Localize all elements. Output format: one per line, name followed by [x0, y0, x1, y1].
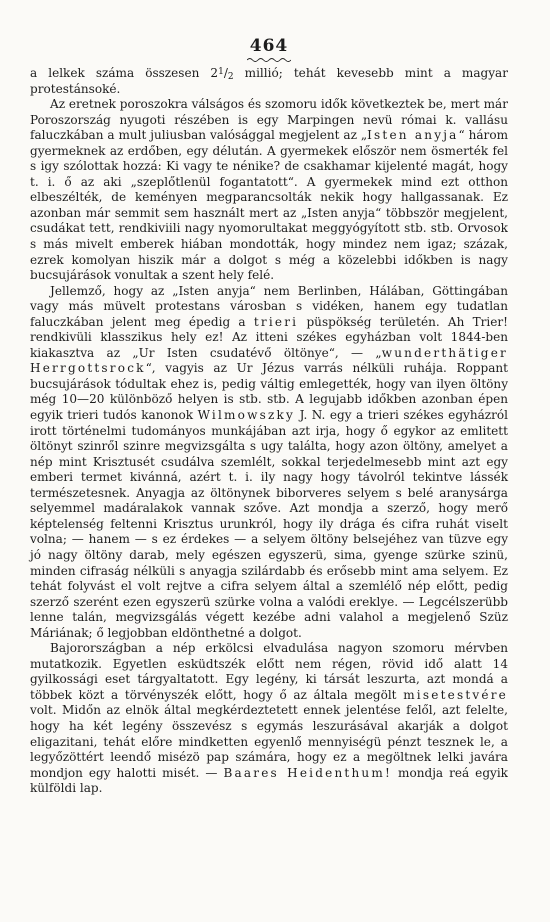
text-run: Jellemző, hogy az „Isten anyja“ nem Berlinben, Hálában, Göttingában vagy más müvelt protestans városban s vidéken, hanem egy tudatlan faluczkában jelent meg épedig a — [30, 283, 508, 329]
text-run: mondja reá egyik külföldi lap. — [30, 765, 508, 796]
paragraph — [30, 66, 508, 97]
text-run: / — [223, 66, 228, 80]
spaced-emphasis-text: trieri — [253, 314, 299, 329]
text-run: 1 — [218, 67, 224, 77]
paragraph — [30, 641, 508, 796]
paragraph — [30, 284, 508, 642]
decorative-wavy-rule — [247, 57, 291, 63]
text-run: J. N. egy a trieri székes egyházról irott történelmi tudományos munkájában azt irja, hogy ő egykor az emlitett öltönyt szinről szinre megvizsgálta s ugy találta, hogy azon öltöny, amelyet a nép mint Krisztusét csudálva szemlélt, sokkal terjedelmesebb mint azt egy emberi termet kivánná, azért t. i. ily nagy hogy távolról tekintve lássék természetesnek. Anyagja az öltönynek biborveres selyem s belé aranysárga selyemmel madáralakok vannak szőve. Azt mondja a szerző, hogy merő képtelenség feltenni Krisztus urunkról, hogy ily drága és cifra ruhát viselt volna; — hanem — s ez érdekes — a selyem öltöny belsejéhez van tüzve egy jó nagy öltöny darab, mely egészen egyszerü, sima, gyenge szürke szinü, minden cifraság nélküli s anyagja szilárdabb és erősebb mint ama selyem. Ez tehát folyvást el volt rejtve a cifra selyem által a szemlélő nép előtt, pedig szerző szerént ezen egyszerü szürke volna a valódi ereklye. — Legcélszerübb lenne talán, megvizsgálás végett kezébe adni valahol a megjelenő Szüz Máriának; ő legjobban eldönthetné a dolgot. — [30, 408, 508, 640]
spaced-emphasis-text: Wilmowszky — [197, 408, 296, 423]
text-run: Bajorországban a nép erkölcsi elvadulása nagyon szomoru mérvben mutatkozik. Egyetlen esküdtszék előtt nem régen, rövid idő alatt 14 gyilkossági eset tárgyaltatott. Egy legény, ki társát leszurta, azt mondá a többek közt a törvényszék előtt, hogy ő az általa megölt — [30, 641, 508, 702]
text-run: 2 — [227, 72, 234, 82]
paragraph — [30, 97, 508, 284]
page-body-text — [30, 66, 508, 797]
spaced-emphasis-text: Baares Heidenthum! — [223, 765, 393, 780]
text-run: millió; tehát kevesebb mint a magyar protestánsoké. — [30, 66, 508, 96]
text-run: “, vagyis az Ur Jézus varrás nélküli ruhája. Roppant bucsujárások tódultak ehez is, pedig váltig emlegették, hogy van ilyen öltöny még 10—20 különböző helyen is stb. stb. A legujabb időkben azonban épen egyik trieri tudós kanonok — [30, 361, 508, 423]
page-number: 464 — [249, 36, 289, 56]
spaced-emphasis-text: wunderthätiger Herrgottsrock — [30, 345, 508, 376]
text-run: Az eretnek poroszokra válságos és szomoru idők következtek be, mert már Poroszország nyugoti részében is egy Marpingen nevü római k. vallásu faluczkában a mult juliusban valósággal megjelent az „ — [30, 97, 508, 143]
text-run: “ három gyermeknek az erdőben, egy délután. A gyermekek először nem ösmerték fel s igy szólottak hozzá: Ki vagy te nénike? de csakhamar kijelenté magát, hogy t. i. ő az aki „szeplőtlenül fogantatott“. A gyermekek mind ezt otthon elbeszélték, de keményen megparancsolták nekik hogy hallgassanak. Ez azonban már semmit sem használt mert az „Isten anyja“ többször megjelent, csudákat tett, rendkiviili nagy nyomorultakat meggyógyított stb. stb. Orvosok s más mivelt emberek hiában mondották, hogy mindez nem igaz; százak, ezrek komolyan hiszik már a dolgot s még a közelebbi időkben is nagy bucsujárások vonultak a szent hely felé. — [30, 128, 508, 283]
text-run: volt. Midőn az elnök által megkérdeztetett ennek jelentése felől, azt felelte, hogy ha két legény összevész s egymás leszurásával akarják a dolgot eligazitani, tehát előre mindketten egyenlő mennyiségü pénzt tesznek le, a legyőzöttért leendő misézö pap számára, hogy ez a megöltnek lelki javára mondjon egy halotti misét. — — [30, 703, 508, 780]
text-run: a lelkek száma összesen 2 — [30, 66, 219, 80]
spaced-emphasis-text: misetestvére — [403, 687, 508, 702]
spaced-emphasis-text: Isten anyja — [367, 128, 459, 143]
text-run: püspökség területén. Ah Trier! rendkivüli klasszikus hely ez! Az itteni székes egyházban volt 1844-ben kiakasztva az „Ur Isten csudatévő öltönye“, — „ — [30, 314, 508, 360]
